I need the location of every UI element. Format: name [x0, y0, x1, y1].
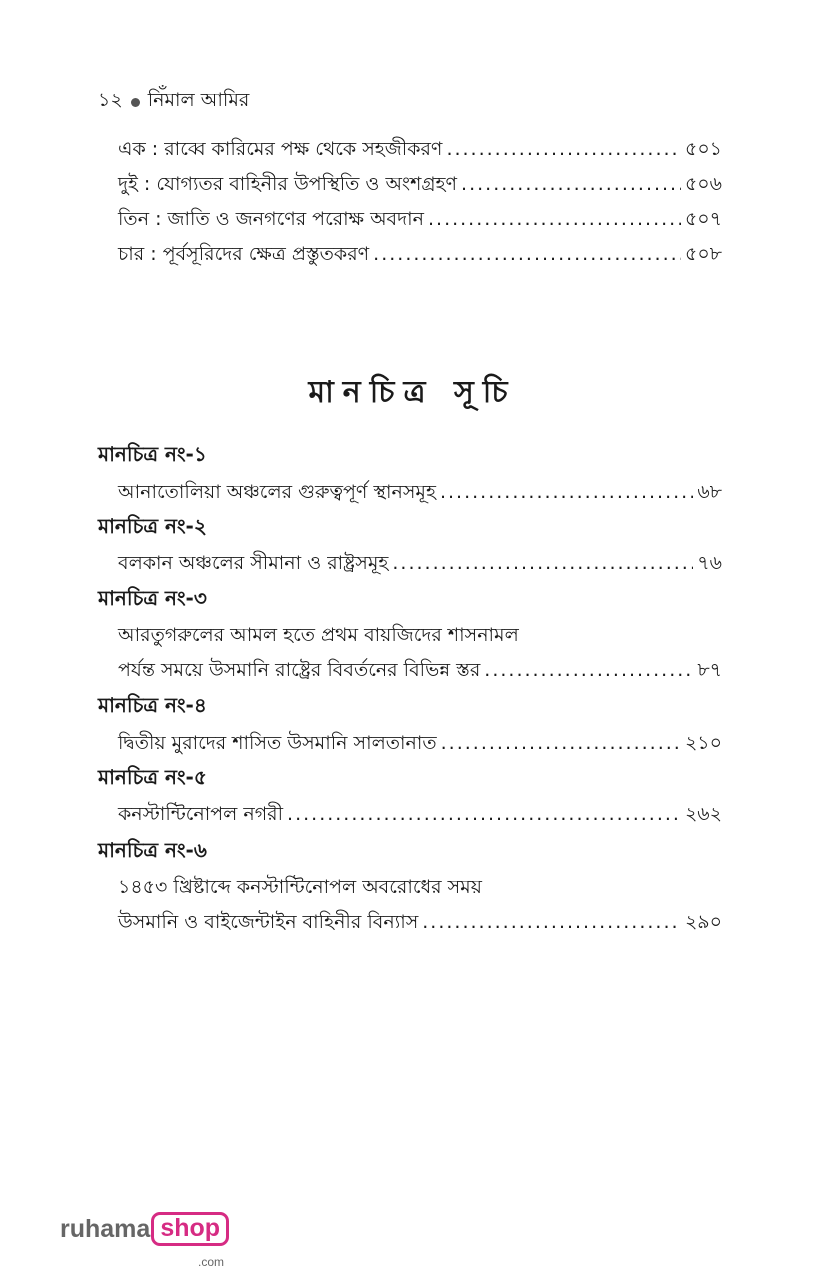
map-entry-page: ৮৭ — [697, 659, 722, 681]
toc-entry-label: এক : রাব্বে কারিমের পক্ষ থেকে সহজীকরণ — [118, 138, 443, 160]
dot-leader — [446, 138, 681, 160]
map-entry — [118, 478, 722, 510]
map-entry-label: আনাতোলিয়া অঞ্চলের গুরুত্বপূর্ণ স্থানসমূহ — [118, 481, 436, 503]
toc-entry-label: তিন : জাতি ও জনগণের পরোক্ষ অবদান — [118, 208, 424, 230]
map-heading: মানচিত্র নং-৪ — [98, 693, 207, 717]
toc-entry-label: চার : পূর্বসূরিদের ক্ষেত্র প্রস্তুতকরণ — [118, 243, 370, 265]
map-heading: মানচিত্র নং-৬ — [98, 838, 207, 862]
dot-leader — [461, 173, 681, 195]
map-entry-label: ১৪৫৩ খ্রিষ্টাব্দে কনস্টান্টিনোপল অবরোধের সময় — [118, 876, 482, 898]
map-entry-label: আরতুগরুলের আমল হতে প্রথম বায়জিদের শাসনামল — [118, 624, 519, 646]
dot-leader — [484, 659, 693, 681]
map-entry-page: ৭৬ — [697, 552, 722, 574]
page-number: ১২ — [98, 89, 123, 111]
map-heading: মানচিত্র নং-২ — [98, 514, 207, 538]
dot-leader — [441, 732, 681, 754]
map-entry-label: পর্যন্ত সময়ে উসমানি রাষ্ট্রের বিবর্তনের বিভিন্ন স্তর — [118, 659, 481, 681]
map-entry-label: বলকান অঞ্চলের সীমানা ও রাষ্ট্রসমূহ — [118, 552, 389, 574]
map-entry-line — [118, 873, 722, 905]
maps-section-title: মানচিত্র সূচি — [308, 375, 517, 410]
map-heading: মানচিত্র নং-৩ — [98, 586, 207, 610]
map-entry-label: দ্বিতীয় মুরাদের শাসিত উসমানি সালতানাত — [118, 732, 437, 754]
dot-leader — [392, 552, 693, 574]
running-header — [98, 86, 249, 118]
map-entry-label: উসমানি ও বাইজেন্টাইন বাহিনীর বিন্যাস — [118, 911, 419, 933]
book-title: নিঁমাল আমির — [147, 89, 250, 111]
map-entry-page: ২৬২ — [684, 803, 722, 825]
map-entry — [118, 656, 722, 688]
logo-text-ruhama: ruhama — [60, 1215, 151, 1243]
toc-entry-page: ৫০৭ — [684, 208, 722, 230]
map-entry-page: ২১০ — [684, 732, 722, 754]
map-heading: মানচিত্র নং-৫ — [98, 765, 207, 789]
map-entry-page: ৬৮ — [697, 481, 722, 503]
toc-entry-page: ৫০১ — [684, 138, 722, 160]
ruhamashop-logo — [60, 1212, 229, 1269]
map-entry-line — [118, 621, 722, 653]
toc-entry — [118, 135, 722, 167]
map-entry-page: ২৯০ — [684, 911, 722, 933]
bullet-dot-icon — [131, 98, 140, 107]
dot-leader — [373, 243, 681, 265]
map-heading: মানচিত্র নং-১ — [98, 442, 207, 466]
map-entry-label: কনস্টান্টিনোপল নগরী — [118, 803, 284, 825]
logo-text-shop: shop — [160, 1214, 221, 1242]
toc-entry — [118, 240, 722, 272]
toc-entry — [118, 205, 722, 237]
toc-entry-page: ৫০৮ — [684, 243, 722, 265]
dot-leader — [440, 481, 693, 503]
logo-text-domain: .com — [198, 1255, 225, 1269]
toc-entry-label: দুই : যোগ্যতর বাহিনীর উপস্থিতি ও অংশগ্রহণ — [118, 173, 458, 195]
toc-entry — [118, 170, 722, 202]
dot-leader — [287, 803, 681, 825]
map-entry — [118, 800, 722, 832]
logo-shop-box — [151, 1212, 229, 1269]
map-entry — [118, 549, 722, 581]
map-entry — [118, 908, 722, 940]
dot-leader — [428, 208, 681, 230]
toc-entry-page: ৫০৬ — [684, 173, 722, 195]
dot-leader — [422, 911, 681, 933]
map-entry — [118, 729, 722, 761]
